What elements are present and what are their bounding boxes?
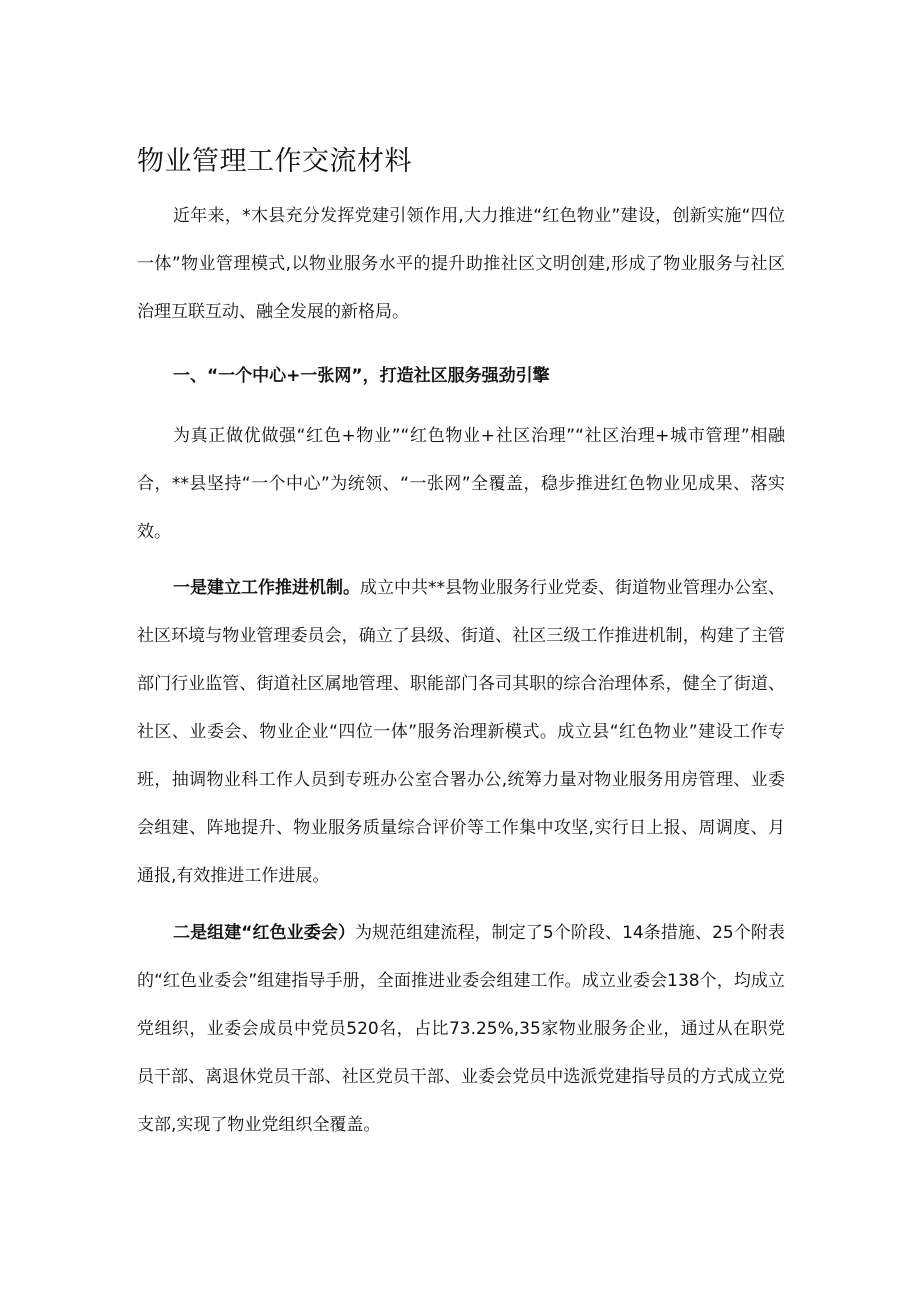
intro-paragraph: 近年来，*木县充分发挥党建引领作用,大力推进“红色物业”建设，创新实施“四位一体”物业管理模式,以物业服务水平的提升助推社区文明创建,形成了物业服务与社区治理互联互动、融全发展的新格局。 xyxy=(137,206,785,322)
section-heading: 一、“一个中心+一张网”，打造社区服务强劲引擎 xyxy=(173,366,550,386)
point-one-paragraph xyxy=(137,564,785,900)
point-two-lead: 二是组建“红色业委会） xyxy=(173,923,356,943)
point-one-text: 成立中共**县物业服务行业党委、街道物业管理办公室、社区环境与物业管理委员会，确立了县级、街道、社区三级工作推进机制，构建了主管部门行业监管、街道社区属地管理、职能部门各司其职的综合治理体系，健全了街道、社区、业委会、物业企业“四位一体”服务治理新模式。成立县“红色物业”建设工作专班，抽调物业科工作人员到专班办公室合署办公,统筹力量对物业服务用房管理、业委会组建、阵地提升、物业服务质量综合评价等工作集中攻坚,实行日上报、周调度、月通报,有效推进工作进展。 xyxy=(137,578,785,886)
document-title: 物业管理工作交流材料 xyxy=(137,146,412,177)
point-two-paragraph xyxy=(137,909,785,1149)
point-two-text: 为规范组建流程，制定了5个阶段、14条措施、25个附表的“红色业委会”组建指导手册，全面推进业委会组建工作。成立业委会138个，均成立党组织，业委会成员中党员520名，占比73.25%,35家物业服务企业，通过从在职党员干部、离退休党员干部、社区党员干部、业委会党员中选派党建指导员的方式成立党支部,实现了物业党组织全覆盖。 xyxy=(137,923,785,1135)
point-one-lead: 一是建立工作推进机制。 xyxy=(173,578,360,598)
section-intro-paragraph: 为真正做优做强“红色+物业”“红色物业+社区治理”“社区治理+城市管理”相融合，**县坚持“一个中心”为统领、“一张网”全覆盖，稳步推进红色物业见成果、落实效。 xyxy=(137,426,785,542)
